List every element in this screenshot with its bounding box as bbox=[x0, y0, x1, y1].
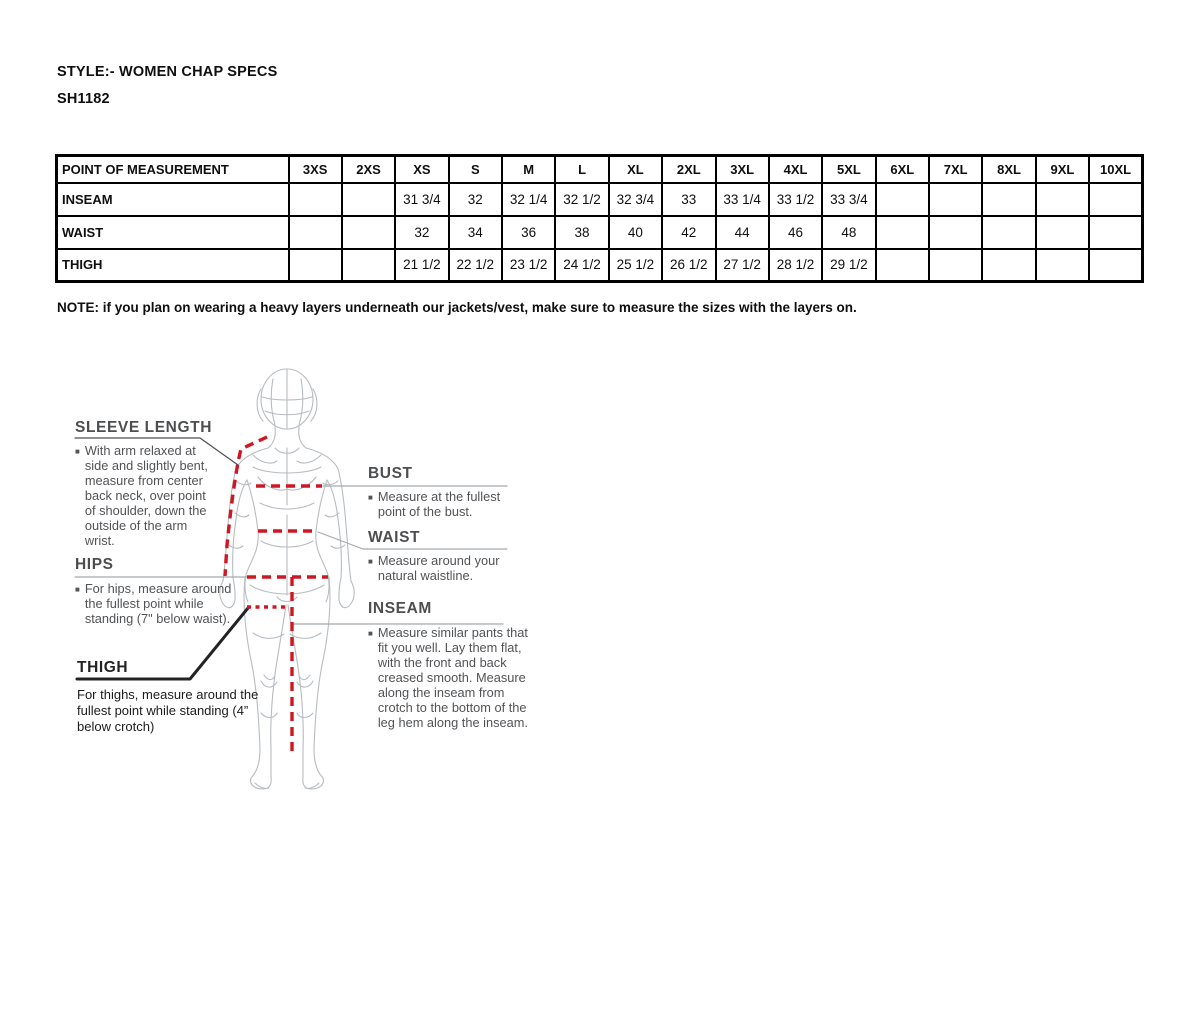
col-header-size: 3XS bbox=[289, 156, 342, 183]
size-value-cell bbox=[929, 183, 982, 216]
size-value-cell bbox=[929, 249, 982, 282]
size-value-cell: 48 bbox=[822, 216, 875, 249]
table-row bbox=[57, 216, 1143, 249]
row-label: INSEAM bbox=[57, 183, 289, 216]
size-value-cell bbox=[342, 183, 395, 216]
size-value-cell bbox=[876, 249, 929, 282]
size-value-cell bbox=[1089, 183, 1142, 216]
inseam-instructions: ■ Measure similar pants that fit you well. Lay them flat, with the front and back creased smooth. Measure along the inseam from crotch to the bottom of the leg hem along the inseam. bbox=[368, 625, 528, 730]
size-value-cell bbox=[1036, 249, 1089, 282]
size-value-cell: 38 bbox=[555, 216, 608, 249]
size-value-cell: 46 bbox=[769, 216, 822, 249]
size-value-cell bbox=[876, 183, 929, 216]
hips-instructions: ■ For hips, measure around the fullest point while standing (7" below waist). bbox=[75, 581, 232, 626]
table-row bbox=[57, 183, 1143, 216]
bullet-icon: ■ bbox=[75, 585, 80, 594]
layering-note: NOTE: if you plan on wearing a heavy layers underneath our jackets/vest, make sure to measure the sizes with the layers on. bbox=[57, 300, 857, 315]
size-value-cell: 29 1/2 bbox=[822, 249, 875, 282]
col-header-size: 2XL bbox=[662, 156, 715, 183]
size-value-cell: 21 1/2 bbox=[395, 249, 448, 282]
size-value-cell bbox=[1036, 216, 1089, 249]
sleeve-length-heading: SLEEVE LENGTH bbox=[75, 419, 212, 436]
size-value-cell: 44 bbox=[716, 216, 769, 249]
waist-instructions: ■ Measure around your natural waistline. bbox=[368, 553, 500, 583]
size-value-cell: 22 1/2 bbox=[449, 249, 502, 282]
col-header-size: 4XL bbox=[769, 156, 822, 183]
size-value-cell: 31 3/4 bbox=[395, 183, 448, 216]
bust-heading: BUST bbox=[368, 465, 413, 482]
col-header-point-of-measurement: POINT OF MEASUREMENT bbox=[57, 156, 289, 183]
col-header-size: XL bbox=[609, 156, 662, 183]
size-value-cell: 34 bbox=[449, 216, 502, 249]
size-value-cell: 27 1/2 bbox=[716, 249, 769, 282]
size-value-cell: 32 1/4 bbox=[502, 183, 555, 216]
size-value-cell bbox=[1089, 216, 1142, 249]
size-value-cell: 36 bbox=[502, 216, 555, 249]
table-row bbox=[57, 249, 1143, 282]
size-value-cell bbox=[876, 216, 929, 249]
col-header-size: 9XL bbox=[1036, 156, 1089, 183]
size-value-cell bbox=[929, 216, 982, 249]
size-value-cell bbox=[982, 216, 1035, 249]
style-number: SH1182 bbox=[57, 91, 110, 107]
bullet-icon: ■ bbox=[368, 557, 373, 566]
size-value-cell: 33 bbox=[662, 183, 715, 216]
size-value-cell: 32 bbox=[449, 183, 502, 216]
size-value-cell: 26 1/2 bbox=[662, 249, 715, 282]
size-value-cell: 32 3/4 bbox=[609, 183, 662, 216]
size-value-cell bbox=[1036, 183, 1089, 216]
bullet-icon: ■ bbox=[368, 493, 373, 502]
col-header-size: 8XL bbox=[982, 156, 1035, 183]
col-header-size: 3XL bbox=[716, 156, 769, 183]
col-header-size: 10XL bbox=[1089, 156, 1142, 183]
col-header-size: 2XS bbox=[342, 156, 395, 183]
size-value-cell: 23 1/2 bbox=[502, 249, 555, 282]
size-value-cell: 33 1/4 bbox=[716, 183, 769, 216]
bullet-icon: ■ bbox=[368, 629, 373, 638]
size-value-cell bbox=[289, 216, 342, 249]
bust-instructions: ■ Measure at the fullest point of the bust. bbox=[368, 489, 501, 519]
size-value-cell: 42 bbox=[662, 216, 715, 249]
size-value-cell: 32 bbox=[395, 216, 448, 249]
col-header-size: M bbox=[502, 156, 555, 183]
size-table-header-row bbox=[57, 156, 1143, 183]
row-label: WAIST bbox=[57, 216, 289, 249]
inseam-heading: INSEAM bbox=[368, 600, 432, 617]
size-value-cell: 25 1/2 bbox=[609, 249, 662, 282]
size-table-body bbox=[57, 183, 1143, 282]
size-value-cell: 24 1/2 bbox=[555, 249, 608, 282]
thigh-heading: THIGH bbox=[77, 659, 129, 676]
size-value-cell: 33 3/4 bbox=[822, 183, 875, 216]
row-label: THIGH bbox=[57, 249, 289, 282]
col-header-size: XS bbox=[395, 156, 448, 183]
size-spec-table bbox=[55, 154, 1144, 283]
size-value-cell bbox=[982, 249, 1035, 282]
col-header-size: 5XL bbox=[822, 156, 875, 183]
sleeve-length-instructions: ■ With arm relaxed at side and slightly bent, measure from center back neck, over point of shoulder, down the outside of the arm wrist. bbox=[75, 443, 208, 548]
size-value-cell bbox=[342, 249, 395, 282]
size-value-cell bbox=[289, 183, 342, 216]
size-value-cell: 32 1/2 bbox=[555, 183, 608, 216]
size-value-cell bbox=[342, 216, 395, 249]
page-title: STYLE:- WOMEN CHAP SPECS bbox=[57, 64, 278, 80]
size-value-cell: 33 1/2 bbox=[769, 183, 822, 216]
size-value-cell bbox=[1089, 249, 1142, 282]
waist-heading: WAIST bbox=[368, 529, 421, 546]
col-header-size: S bbox=[449, 156, 502, 183]
col-header-size: 6XL bbox=[876, 156, 929, 183]
size-value-cell: 28 1/2 bbox=[769, 249, 822, 282]
size-value-cell bbox=[289, 249, 342, 282]
hips-heading: HIPS bbox=[75, 556, 114, 573]
col-header-size: 7XL bbox=[929, 156, 982, 183]
col-header-size: L bbox=[555, 156, 608, 183]
size-value-cell bbox=[982, 183, 1035, 216]
bullet-icon: ■ bbox=[75, 447, 80, 456]
size-value-cell: 40 bbox=[609, 216, 662, 249]
thigh-instructions: For thighs, measure around the fullest point while standing (4” below crotch) bbox=[77, 687, 259, 734]
